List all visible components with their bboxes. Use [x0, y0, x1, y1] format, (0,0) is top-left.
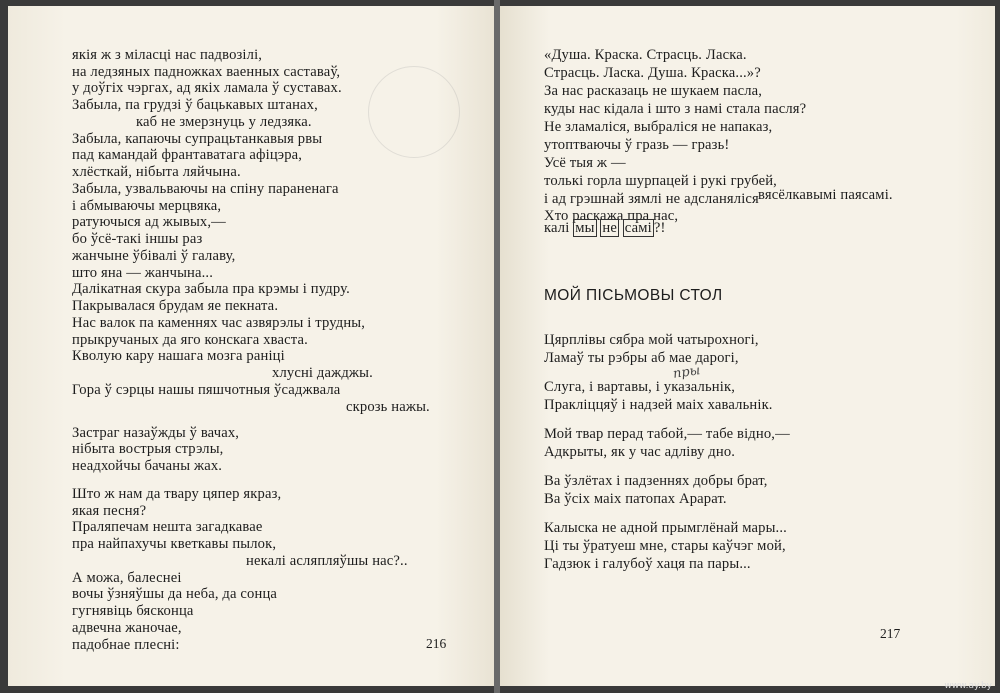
text-line: Далікатная скура забыла пра крэмы і пудру. [72, 281, 350, 297]
boxed-word-3: самі [624, 220, 652, 236]
text-line: Хто раскажа пра нас, [544, 208, 679, 224]
text-line: За нас расказаць не шукаем пасла, [544, 83, 763, 99]
text-line: Усё тыя ж — [544, 155, 626, 171]
text-line: якія ж з міласці нас падвозілі, [72, 47, 263, 63]
text-line: Забыла, капаючы супрацьтанкавыя рвы [72, 131, 323, 147]
page-number-left: 216 [426, 636, 447, 651]
text-line: і абмываючы мерцвяка, [72, 198, 222, 214]
text-line: скрозь нажы. [346, 399, 430, 415]
text-line: А можа, балеснеі [72, 570, 182, 586]
text-line: у доўгіх чэргах, ад якіх ламала ў суставах. [72, 80, 342, 96]
text-line: Пакрывалася брудам яе пекната. [72, 298, 279, 314]
page-number-right: 217 [880, 626, 901, 641]
text-line: Цярплівы сябра мой чатырохногі, [544, 332, 759, 348]
handwritten-note: пры [672, 363, 702, 382]
text-line: бо ўсё-такі іншы раз [72, 231, 203, 247]
left-page [8, 6, 494, 686]
text-line: Ва ўзлётах і падзеннях добры брат, [544, 473, 768, 489]
text-line: Ламаў ты рэбры аб мае дарогі, [544, 350, 739, 366]
text-line: каб не змерзнуць у ледзяка. [136, 114, 312, 130]
text-line: Забыла, узвальваючы на спіну параненага [72, 181, 339, 197]
text-line: «Душа. Краска. Страсць. Ласка. [544, 47, 747, 63]
boxed-word-2: не [602, 220, 617, 236]
text-line: неадхойчы бачаны жах. [72, 458, 223, 474]
text-line: Што ж нам да твару цяпер якраз, [72, 486, 282, 502]
text-line: Праляпечам нешта загадкавае [72, 519, 263, 535]
text-line: Праклiццяў і надзей маіх хавальнік. [544, 397, 773, 413]
text-line: Нас валок па каменнях час азвярэлы і трудны, [72, 315, 366, 331]
text-line: прыкручаных да яго конскага хваста. [72, 332, 308, 348]
text-line: нібыта вострыя стрэлы, [72, 441, 224, 457]
poem-title: МОЙ ПІСЬМОВЫ СТОЛ [544, 287, 723, 304]
text-line: Кволую кару нашага мозга раніці [72, 348, 285, 364]
text-line: Слуга, і вартавы, і указальнік, [544, 379, 735, 395]
text-line: Застраг назаўжды ў вачах, [72, 425, 240, 441]
text-line: ратуючыся ад жывых,— [72, 214, 226, 230]
text-line: і ад грэшнай зямлі не адсланяліся [544, 191, 759, 207]
boxed-word-1: мы [575, 220, 595, 236]
text-line: Страсць. Ласка. Душа. Краска...»? [544, 65, 761, 81]
text-line: пад камандай франтаватага афіцэра, [72, 147, 303, 163]
text-line: на ледзяных падножках ваенных саставаў, [72, 64, 341, 80]
text-line: Калыска не адной прымглёнай мары... [544, 520, 787, 536]
site-watermark: www.ay.by [944, 681, 992, 691]
text-line: Забыла, па грудзі ў бацькавых штанах, [72, 97, 318, 113]
text-line: Ва ўсіх маіх патопах Арарат. [544, 491, 727, 507]
text-line: Мой твар перад табой,— табе відно,— [544, 426, 790, 442]
text-line: гугнявіць бясконца [72, 603, 194, 619]
line-with-boxed-words: калі мы не самі ?! [544, 220, 666, 236]
text-line: жанчыне ўбівалі ў галаву, [72, 248, 236, 264]
text-line: што яна — жанчына... [72, 265, 214, 281]
text-line: якая песня? [72, 503, 147, 519]
text-line: вочы ўзняўшы да неба, да сонца [72, 586, 278, 602]
text-line: вясёлкавымі паясамі. [758, 187, 893, 203]
text-line: куды нас кідала і што з намі стала пасля? [544, 101, 807, 117]
text-line: утоптваючы ў гразь — гразь! [544, 137, 730, 153]
text-line: Гадзюк і галубоў хаця па пары... [544, 556, 751, 572]
text-line: Не зламаліся, выбраліся не напаказ, [544, 119, 773, 135]
text-line: Адкрыты, як у час адліву дно. [544, 444, 736, 460]
text-line: некалі асляпляўшы нас?.. [246, 553, 408, 569]
faded-stamp [368, 66, 460, 158]
text-line: хлёсткай, нібыта ляйчына. [72, 164, 241, 180]
text-line: падобнае плесні: [72, 637, 180, 653]
text-line: толькі горла шурпацей і рукі грубей, [544, 173, 777, 189]
right-page [500, 6, 995, 686]
text-line: Гора ў сэрцы нашы пяшчотныя ўсаджвала [72, 382, 341, 398]
text-line: Ці ты ўратуеш мне, стары каўчэг мой, [544, 538, 786, 554]
text-line: пра найпахучы кветкавы пылок, [72, 536, 277, 552]
text-line: хлусні дажджы. [272, 365, 373, 381]
text-line: адвечна жаночае, [72, 620, 182, 636]
